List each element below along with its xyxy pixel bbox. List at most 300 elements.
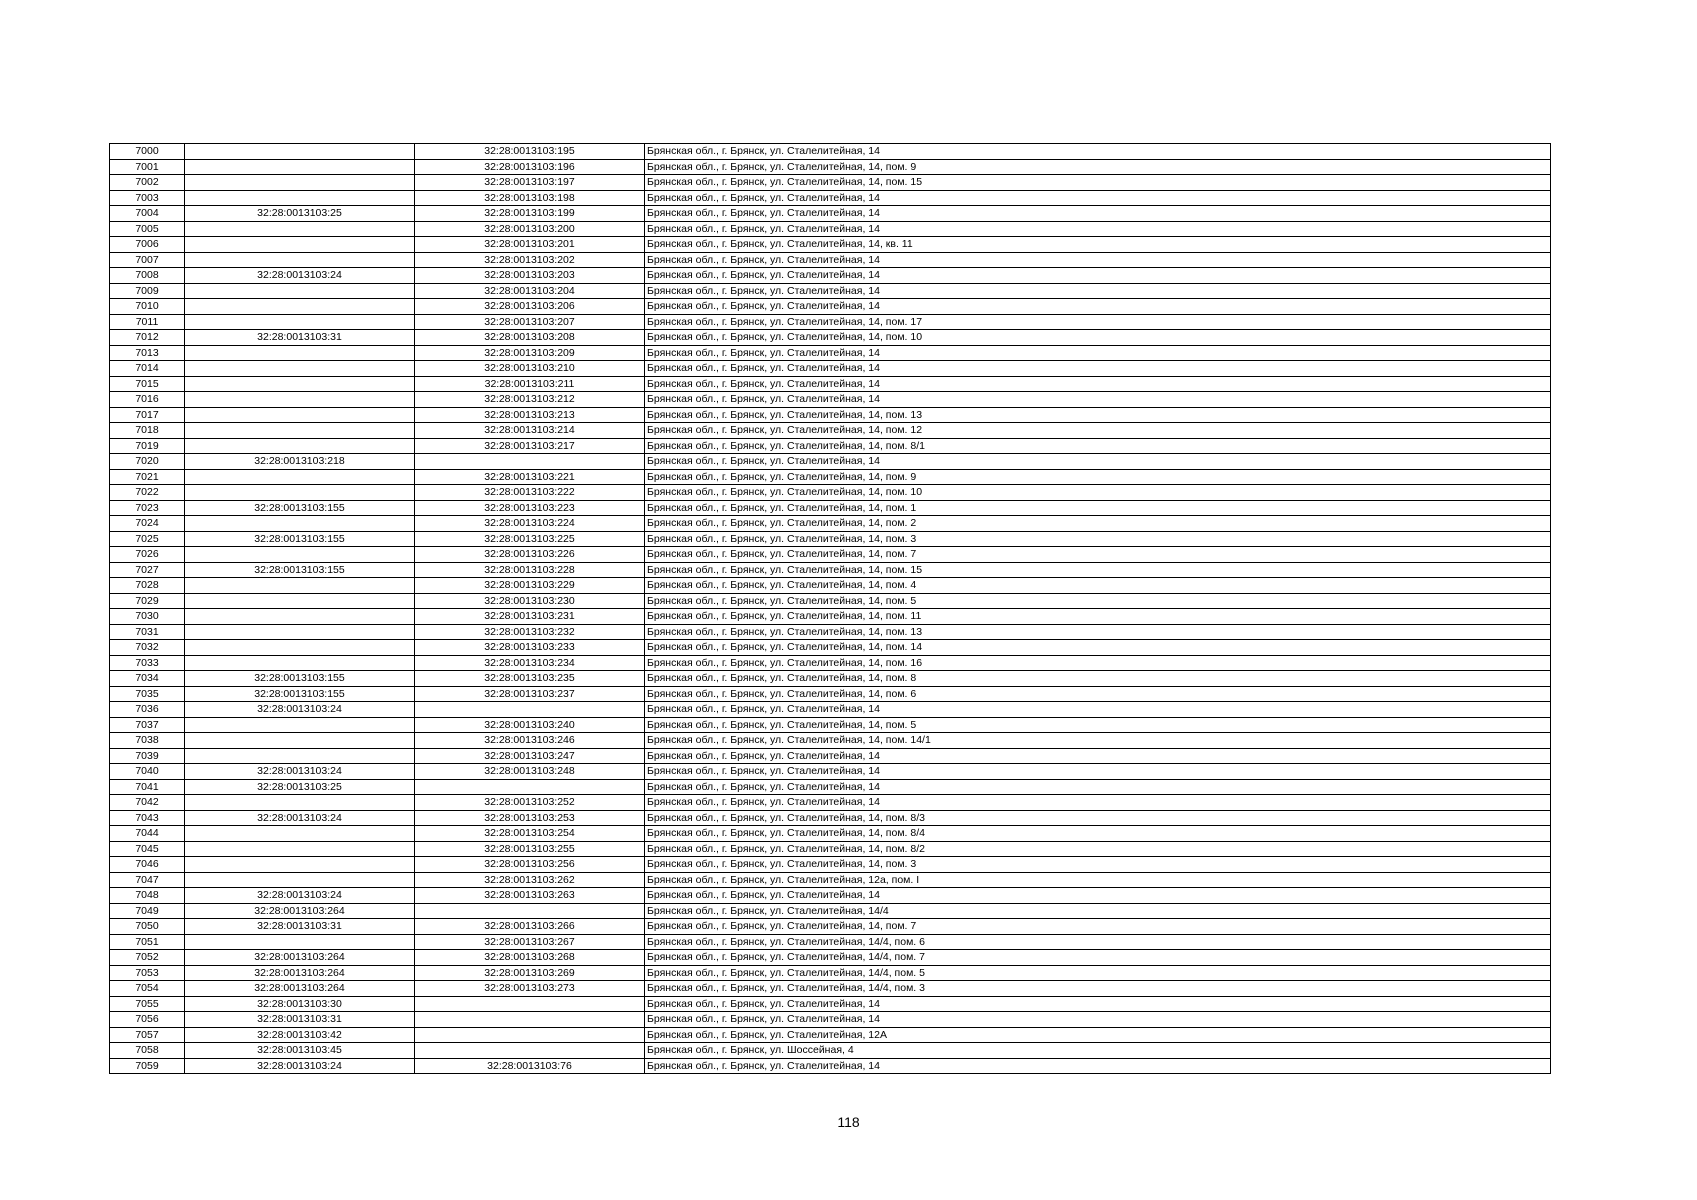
row-number-cell: 7042 xyxy=(110,795,185,811)
address-cell: Брянская обл., г. Брянск, ул. Сталелитейная, 14, пом. 12 xyxy=(645,423,1551,439)
parent-cadastral-number-cell xyxy=(185,237,415,253)
row-number-cell: 7016 xyxy=(110,392,185,408)
row-number-cell: 7031 xyxy=(110,624,185,640)
table-row xyxy=(110,485,1551,501)
address-cell: Брянская обл., г. Брянск, ул. Сталелитейная, 14, пом. 5 xyxy=(645,717,1551,733)
parent-cadastral-number-cell xyxy=(185,717,415,733)
parent-cadastral-number-cell: 32:28:0013103:264 xyxy=(185,965,415,981)
table-row xyxy=(110,888,1551,904)
registry-table xyxy=(109,143,1551,1074)
table-row xyxy=(110,144,1551,160)
address-cell: Брянская обл., г. Брянск, ул. Сталелитейная, 14, пом. 8 xyxy=(645,671,1551,687)
table-row xyxy=(110,779,1551,795)
parent-cadastral-number-cell xyxy=(185,655,415,671)
row-number-cell: 7053 xyxy=(110,965,185,981)
table-row xyxy=(110,361,1551,377)
cadastral-number-cell: 32:28:0013103:222 xyxy=(415,485,645,501)
address-cell: Брянская обл., г. Брянск, ул. Сталелитейная, 12А xyxy=(645,1027,1551,1043)
cadastral-number-cell: 32:28:0013103:209 xyxy=(415,345,645,361)
cadastral-number-cell: 32:28:0013103:208 xyxy=(415,330,645,346)
row-number-cell: 7004 xyxy=(110,206,185,222)
parent-cadastral-number-cell xyxy=(185,469,415,485)
cadastral-number-cell: 32:28:0013103:197 xyxy=(415,175,645,191)
address-cell: Брянская обл., г. Брянск, ул. Сталелитейная, 14, пом. 7 xyxy=(645,919,1551,935)
cadastral-number-cell: 32:28:0013103:214 xyxy=(415,423,645,439)
cadastral-number-cell: 32:28:0013103:233 xyxy=(415,640,645,656)
row-number-cell: 7002 xyxy=(110,175,185,191)
parent-cadastral-number-cell xyxy=(185,872,415,888)
parent-cadastral-number-cell xyxy=(185,299,415,315)
address-cell: Брянская обл., г. Брянск, ул. Сталелитейная, 14 xyxy=(645,190,1551,206)
row-number-cell: 7040 xyxy=(110,764,185,780)
row-number-cell: 7020 xyxy=(110,454,185,470)
address-cell: Брянская обл., г. Брянск, ул. Сталелитейная, 14/4, пом. 3 xyxy=(645,981,1551,997)
row-number-cell: 7039 xyxy=(110,748,185,764)
table-row xyxy=(110,996,1551,1012)
address-cell: Брянская обл., г. Брянск, ул. Сталелитейная, 14 xyxy=(645,1058,1551,1074)
parent-cadastral-number-cell xyxy=(185,361,415,377)
address-cell: Брянская обл., г. Брянск, ул. Сталелитейная, 14 xyxy=(645,779,1551,795)
parent-cadastral-number-cell xyxy=(185,826,415,842)
registry-table-body xyxy=(110,144,1551,1074)
cadastral-number-cell: 32:28:0013103:268 xyxy=(415,950,645,966)
parent-cadastral-number-cell: 32:28:0013103:218 xyxy=(185,454,415,470)
parent-cadastral-number-cell: 32:28:0013103:45 xyxy=(185,1043,415,1059)
parent-cadastral-number-cell: 32:28:0013103:24 xyxy=(185,810,415,826)
address-cell: Брянская обл., г. Брянск, ул. Сталелитейная, 14, пом. 8/4 xyxy=(645,826,1551,842)
parent-cadastral-number-cell: 32:28:0013103:155 xyxy=(185,671,415,687)
cadastral-number-cell: 32:28:0013103:200 xyxy=(415,221,645,237)
cadastral-number-cell: 32:28:0013103:254 xyxy=(415,826,645,842)
parent-cadastral-number-cell xyxy=(185,175,415,191)
cadastral-number-cell xyxy=(415,1027,645,1043)
parent-cadastral-number-cell: 32:28:0013103:155 xyxy=(185,500,415,516)
table-row xyxy=(110,221,1551,237)
cadastral-number-cell xyxy=(415,702,645,718)
row-number-cell: 7014 xyxy=(110,361,185,377)
parent-cadastral-number-cell xyxy=(185,485,415,501)
row-number-cell: 7059 xyxy=(110,1058,185,1074)
row-number-cell: 7029 xyxy=(110,593,185,609)
row-number-cell: 7035 xyxy=(110,686,185,702)
table-row xyxy=(110,299,1551,315)
address-cell: Брянская обл., г. Брянск, ул. Сталелитейная, 14, пом. 5 xyxy=(645,593,1551,609)
cadastral-number-cell xyxy=(415,903,645,919)
table-row xyxy=(110,733,1551,749)
table-row xyxy=(110,1043,1551,1059)
parent-cadastral-number-cell xyxy=(185,190,415,206)
table-row xyxy=(110,531,1551,547)
address-cell: Брянская обл., г. Брянск, ул. Сталелитейная, 14 xyxy=(645,361,1551,377)
address-cell: Брянская обл., г. Брянск, ул. Сталелитейная, 14 xyxy=(645,268,1551,284)
cadastral-number-cell: 32:28:0013103:256 xyxy=(415,857,645,873)
cadastral-number-cell: 32:28:0013103:240 xyxy=(415,717,645,733)
table-row xyxy=(110,423,1551,439)
row-number-cell: 7030 xyxy=(110,609,185,625)
parent-cadastral-number-cell: 32:28:0013103:24 xyxy=(185,268,415,284)
cadastral-number-cell: 32:28:0013103:229 xyxy=(415,578,645,594)
table-row xyxy=(110,438,1551,454)
row-number-cell: 7044 xyxy=(110,826,185,842)
row-number-cell: 7055 xyxy=(110,996,185,1012)
table-row xyxy=(110,934,1551,950)
parent-cadastral-number-cell xyxy=(185,407,415,423)
table-row xyxy=(110,252,1551,268)
address-cell: Брянская обл., г. Брянск, ул. Сталелитейная, 14 xyxy=(645,795,1551,811)
table-row xyxy=(110,1058,1551,1074)
parent-cadastral-number-cell xyxy=(185,376,415,392)
address-cell: Брянская обл., г. Брянск, ул. Сталелитейная, 14 xyxy=(645,1012,1551,1028)
cadastral-number-cell: 32:28:0013103:224 xyxy=(415,516,645,532)
cadastral-number-cell: 32:28:0013103:196 xyxy=(415,159,645,175)
cadastral-number-cell xyxy=(415,454,645,470)
address-cell: Брянская обл., г. Брянск, ул. Сталелитейная, 14, пом. 15 xyxy=(645,175,1551,191)
table-row xyxy=(110,330,1551,346)
row-number-cell: 7017 xyxy=(110,407,185,423)
parent-cadastral-number-cell: 32:28:0013103:42 xyxy=(185,1027,415,1043)
table-row xyxy=(110,624,1551,640)
table-row xyxy=(110,469,1551,485)
table-row xyxy=(110,826,1551,842)
table-row xyxy=(110,686,1551,702)
address-cell: Брянская обл., г. Брянск, ул. Сталелитейная, 14 xyxy=(645,283,1551,299)
address-cell: Брянская обл., г. Брянск, ул. Сталелитейная, 14, пом. 14/1 xyxy=(645,733,1551,749)
cadastral-number-cell: 32:28:0013103:223 xyxy=(415,500,645,516)
cadastral-number-cell: 32:28:0013103:198 xyxy=(415,190,645,206)
row-number-cell: 7034 xyxy=(110,671,185,687)
table-row xyxy=(110,655,1551,671)
cadastral-number-cell: 32:28:0013103:206 xyxy=(415,299,645,315)
row-number-cell: 7028 xyxy=(110,578,185,594)
cadastral-number-cell: 32:28:0013103:226 xyxy=(415,547,645,563)
cadastral-number-cell: 32:28:0013103:235 xyxy=(415,671,645,687)
table-row xyxy=(110,903,1551,919)
table-row xyxy=(110,547,1551,563)
address-cell: Брянская обл., г. Брянск, ул. Сталелитейная, 14, пом. 3 xyxy=(645,857,1551,873)
address-cell: Брянская обл., г. Брянск, ул. Сталелитейная, 14, пом. 11 xyxy=(645,609,1551,625)
row-number-cell: 7000 xyxy=(110,144,185,160)
table-row xyxy=(110,841,1551,857)
parent-cadastral-number-cell xyxy=(185,345,415,361)
parent-cadastral-number-cell: 32:28:0013103:31 xyxy=(185,919,415,935)
parent-cadastral-number-cell xyxy=(185,841,415,857)
table-row xyxy=(110,593,1551,609)
parent-cadastral-number-cell: 32:28:0013103:31 xyxy=(185,1012,415,1028)
address-cell: Брянская обл., г. Брянск, ул. Сталелитейная, 14, пом. 7 xyxy=(645,547,1551,563)
table-row xyxy=(110,795,1551,811)
cadastral-number-cell: 32:28:0013103:266 xyxy=(415,919,645,935)
cadastral-number-cell xyxy=(415,779,645,795)
table-row xyxy=(110,702,1551,718)
address-cell: Брянская обл., г. Брянск, ул. Сталелитейная, 14, пом. 13 xyxy=(645,407,1551,423)
address-cell: Брянская обл., г. Брянск, ул. Сталелитейная, 14, пом. 4 xyxy=(645,578,1551,594)
row-number-cell: 7021 xyxy=(110,469,185,485)
cadastral-number-cell: 32:28:0013103:202 xyxy=(415,252,645,268)
table-row xyxy=(110,454,1551,470)
table-row xyxy=(110,314,1551,330)
cadastral-number-cell: 32:28:0013103:204 xyxy=(415,283,645,299)
cadastral-number-cell: 32:28:0013103:230 xyxy=(415,593,645,609)
address-cell: Брянская обл., г. Брянск, ул. Сталелитейная, 14 xyxy=(645,996,1551,1012)
parent-cadastral-number-cell xyxy=(185,144,415,160)
parent-cadastral-number-cell xyxy=(185,221,415,237)
address-cell: Брянская обл., г. Брянск, ул. Сталелитейная, 14/4, пом. 5 xyxy=(645,965,1551,981)
row-number-cell: 7033 xyxy=(110,655,185,671)
parent-cadastral-number-cell: 32:28:0013103:25 xyxy=(185,779,415,795)
cadastral-number-cell: 32:28:0013103:252 xyxy=(415,795,645,811)
row-number-cell: 7019 xyxy=(110,438,185,454)
address-cell: Брянская обл., г. Брянск, ул. Сталелитейная, 14/4 xyxy=(645,903,1551,919)
cadastral-number-cell: 32:28:0013103:262 xyxy=(415,872,645,888)
row-number-cell: 7046 xyxy=(110,857,185,873)
table-row xyxy=(110,717,1551,733)
row-number-cell: 7026 xyxy=(110,547,185,563)
row-number-cell: 7027 xyxy=(110,562,185,578)
row-number-cell: 7003 xyxy=(110,190,185,206)
parent-cadastral-number-cell: 32:28:0013103:155 xyxy=(185,686,415,702)
row-number-cell: 7048 xyxy=(110,888,185,904)
row-number-cell: 7009 xyxy=(110,283,185,299)
address-cell: Брянская обл., г. Брянск, ул. Сталелитейная, 14, пом. 16 xyxy=(645,655,1551,671)
row-number-cell: 7018 xyxy=(110,423,185,439)
address-cell: Брянская обл., г. Брянск, ул. Сталелитейная, 14 xyxy=(645,888,1551,904)
table-row xyxy=(110,857,1551,873)
parent-cadastral-number-cell xyxy=(185,640,415,656)
row-number-cell: 7051 xyxy=(110,934,185,950)
parent-cadastral-number-cell xyxy=(185,578,415,594)
parent-cadastral-number-cell xyxy=(185,283,415,299)
cadastral-number-cell: 32:28:0013103:221 xyxy=(415,469,645,485)
cadastral-number-cell xyxy=(415,1012,645,1028)
parent-cadastral-number-cell: 32:28:0013103:264 xyxy=(185,950,415,966)
cadastral-number-cell: 32:28:0013103:273 xyxy=(415,981,645,997)
row-number-cell: 7015 xyxy=(110,376,185,392)
cadastral-number-cell: 32:28:0013103:203 xyxy=(415,268,645,284)
row-number-cell: 7058 xyxy=(110,1043,185,1059)
row-number-cell: 7005 xyxy=(110,221,185,237)
row-number-cell: 7008 xyxy=(110,268,185,284)
cadastral-number-cell: 32:28:0013103:267 xyxy=(415,934,645,950)
cadastral-number-cell: 32:28:0013103:269 xyxy=(415,965,645,981)
table-row xyxy=(110,764,1551,780)
cadastral-number-cell: 32:28:0013103:253 xyxy=(415,810,645,826)
row-number-cell: 7036 xyxy=(110,702,185,718)
parent-cadastral-number-cell: 32:28:0013103:264 xyxy=(185,981,415,997)
address-cell: Брянская обл., г. Брянск, ул. Сталелитейная, 14, пом. 1 xyxy=(645,500,1551,516)
table-row xyxy=(110,640,1551,656)
address-cell: Брянская обл., г. Брянск, ул. Сталелитейная, 14 xyxy=(645,748,1551,764)
row-number-cell: 7038 xyxy=(110,733,185,749)
cadastral-number-cell: 32:28:0013103:231 xyxy=(415,609,645,625)
address-cell: Брянская обл., г. Брянск, ул. Сталелитейная, 14/4, пом. 6 xyxy=(645,934,1551,950)
row-number-cell: 7052 xyxy=(110,950,185,966)
parent-cadastral-number-cell xyxy=(185,423,415,439)
cadastral-number-cell: 32:28:0013103:225 xyxy=(415,531,645,547)
address-cell: Брянская обл., г. Брянск, ул. Сталелитейная, 14 xyxy=(645,345,1551,361)
cadastral-number-cell: 32:28:0013103:234 xyxy=(415,655,645,671)
row-number-cell: 7007 xyxy=(110,252,185,268)
parent-cadastral-number-cell xyxy=(185,159,415,175)
parent-cadastral-number-cell: 32:28:0013103:30 xyxy=(185,996,415,1012)
table-row xyxy=(110,562,1551,578)
cadastral-number-cell: 32:28:0013103:217 xyxy=(415,438,645,454)
address-cell: Брянская обл., г. Брянск, ул. Сталелитейная, 14 xyxy=(645,376,1551,392)
row-number-cell: 7054 xyxy=(110,981,185,997)
address-cell: Брянская обл., г. Брянск, ул. Сталелитейная, 14 xyxy=(645,206,1551,222)
cadastral-number-cell: 32:28:0013103:246 xyxy=(415,733,645,749)
address-cell: Брянская обл., г. Брянск, ул. Сталелитейная, 14 xyxy=(645,454,1551,470)
cadastral-number-cell: 32:28:0013103:211 xyxy=(415,376,645,392)
address-cell: Брянская обл., г. Брянск, ул. Сталелитейная, 14 xyxy=(645,252,1551,268)
parent-cadastral-number-cell: 32:28:0013103:24 xyxy=(185,702,415,718)
parent-cadastral-number-cell xyxy=(185,748,415,764)
parent-cadastral-number-cell: 32:28:0013103:24 xyxy=(185,764,415,780)
address-cell: Брянская обл., г. Брянск, ул. Сталелитейная, 14 xyxy=(645,764,1551,780)
parent-cadastral-number-cell xyxy=(185,857,415,873)
cadastral-number-cell: 32:28:0013103:213 xyxy=(415,407,645,423)
cadastral-number-cell: 32:28:0013103:232 xyxy=(415,624,645,640)
parent-cadastral-number-cell: 32:28:0013103:24 xyxy=(185,888,415,904)
cadastral-number-cell xyxy=(415,996,645,1012)
table-row xyxy=(110,283,1551,299)
cadastral-number-cell: 32:28:0013103:255 xyxy=(415,841,645,857)
row-number-cell: 7023 xyxy=(110,500,185,516)
row-number-cell: 7049 xyxy=(110,903,185,919)
address-cell: Брянская обл., г. Брянск, ул. Сталелитейная, 12а, пом. I xyxy=(645,872,1551,888)
table-row xyxy=(110,345,1551,361)
parent-cadastral-number-cell xyxy=(185,609,415,625)
address-cell: Брянская обл., г. Брянск, ул. Сталелитейная, 14, пом. 3 xyxy=(645,531,1551,547)
cadastral-number-cell: 32:28:0013103:248 xyxy=(415,764,645,780)
table-row xyxy=(110,175,1551,191)
row-number-cell: 7057 xyxy=(110,1027,185,1043)
row-number-cell: 7043 xyxy=(110,810,185,826)
row-number-cell: 7032 xyxy=(110,640,185,656)
cadastral-number-cell: 32:28:0013103:237 xyxy=(415,686,645,702)
table-row xyxy=(110,1012,1551,1028)
address-cell: Брянская обл., г. Брянск, ул. Сталелитейная, 14 xyxy=(645,702,1551,718)
address-cell: Брянская обл., г. Брянск, ул. Сталелитейная, 14 xyxy=(645,299,1551,315)
address-cell: Брянская обл., г. Брянск, ул. Сталелитейная, 14, пом. 9 xyxy=(645,159,1551,175)
table-row xyxy=(110,578,1551,594)
cadastral-number-cell: 32:28:0013103:228 xyxy=(415,562,645,578)
row-number-cell: 7001 xyxy=(110,159,185,175)
parent-cadastral-number-cell xyxy=(185,624,415,640)
row-number-cell: 7045 xyxy=(110,841,185,857)
table-row xyxy=(110,748,1551,764)
parent-cadastral-number-cell: 32:28:0013103:31 xyxy=(185,330,415,346)
row-number-cell: 7041 xyxy=(110,779,185,795)
cadastral-number-cell: 32:28:0013103:263 xyxy=(415,888,645,904)
table-row xyxy=(110,671,1551,687)
parent-cadastral-number-cell xyxy=(185,314,415,330)
row-number-cell: 7012 xyxy=(110,330,185,346)
address-cell: Брянская обл., г. Брянск, ул. Сталелитейная, 14, пом. 10 xyxy=(645,330,1551,346)
cadastral-number-cell: 32:28:0013103:210 xyxy=(415,361,645,377)
address-cell: Брянская обл., г. Брянск, ул. Сталелитейная, 14, пом. 15 xyxy=(645,562,1551,578)
table-row xyxy=(110,206,1551,222)
table-row xyxy=(110,919,1551,935)
address-cell: Брянская обл., г. Брянск, ул. Сталелитейная, 14 xyxy=(645,144,1551,160)
address-cell: Брянская обл., г. Брянск, ул. Сталелитейная, 14, пом. 14 xyxy=(645,640,1551,656)
parent-cadastral-number-cell xyxy=(185,547,415,563)
table-row xyxy=(110,981,1551,997)
row-number-cell: 7013 xyxy=(110,345,185,361)
address-cell: Брянская обл., г. Брянск, ул. Сталелитейная, 14, кв. 11 xyxy=(645,237,1551,253)
address-cell: Брянская обл., г. Брянск, ул. Сталелитейная, 14, пом. 10 xyxy=(645,485,1551,501)
row-number-cell: 7050 xyxy=(110,919,185,935)
address-cell: Брянская обл., г. Брянск, ул. Шоссейная, 4 xyxy=(645,1043,1551,1059)
address-cell: Брянская обл., г. Брянск, ул. Сталелитейная, 14, пом. 8/3 xyxy=(645,810,1551,826)
cadastral-number-cell: 32:28:0013103:212 xyxy=(415,392,645,408)
address-cell: Брянская обл., г. Брянск, ул. Сталелитейная, 14/4, пом. 7 xyxy=(645,950,1551,966)
parent-cadastral-number-cell xyxy=(185,934,415,950)
row-number-cell: 7024 xyxy=(110,516,185,532)
table-row xyxy=(110,407,1551,423)
row-number-cell: 7025 xyxy=(110,531,185,547)
address-cell: Брянская обл., г. Брянск, ул. Сталелитейная, 14, пом. 2 xyxy=(645,516,1551,532)
parent-cadastral-number-cell xyxy=(185,516,415,532)
row-number-cell: 7047 xyxy=(110,872,185,888)
parent-cadastral-number-cell xyxy=(185,733,415,749)
parent-cadastral-number-cell xyxy=(185,252,415,268)
parent-cadastral-number-cell: 32:28:0013103:264 xyxy=(185,903,415,919)
cadastral-number-cell xyxy=(415,1043,645,1059)
table-row xyxy=(110,392,1551,408)
table-row xyxy=(110,190,1551,206)
address-cell: Брянская обл., г. Брянск, ул. Сталелитейная, 14, пом. 17 xyxy=(645,314,1551,330)
table-row xyxy=(110,500,1551,516)
table-row xyxy=(110,376,1551,392)
parent-cadastral-number-cell xyxy=(185,593,415,609)
cadastral-number-cell: 32:28:0013103:201 xyxy=(415,237,645,253)
parent-cadastral-number-cell xyxy=(185,438,415,454)
row-number-cell: 7022 xyxy=(110,485,185,501)
parent-cadastral-number-cell xyxy=(185,795,415,811)
table-row xyxy=(110,965,1551,981)
address-cell: Брянская обл., г. Брянск, ул. Сталелитейная, 14, пом. 8/1 xyxy=(645,438,1551,454)
row-number-cell: 7006 xyxy=(110,237,185,253)
table-row xyxy=(110,268,1551,284)
address-cell: Брянская обл., г. Брянск, ул. Сталелитейная, 14 xyxy=(645,221,1551,237)
address-cell: Брянская обл., г. Брянск, ул. Сталелитейная, 14, пом. 9 xyxy=(645,469,1551,485)
cadastral-number-cell: 32:28:0013103:199 xyxy=(415,206,645,222)
row-number-cell: 7056 xyxy=(110,1012,185,1028)
table-row xyxy=(110,159,1551,175)
table-row xyxy=(110,516,1551,532)
table-row xyxy=(110,1027,1551,1043)
parent-cadastral-number-cell: 32:28:0013103:24 xyxy=(185,1058,415,1074)
table-row xyxy=(110,609,1551,625)
table-row xyxy=(110,872,1551,888)
cadastral-number-cell: 32:28:0013103:195 xyxy=(415,144,645,160)
table-row xyxy=(110,810,1551,826)
parent-cadastral-number-cell xyxy=(185,392,415,408)
page-number: 118 xyxy=(837,1114,860,1130)
cadastral-number-cell: 32:28:0013103:247 xyxy=(415,748,645,764)
row-number-cell: 7010 xyxy=(110,299,185,315)
table-row xyxy=(110,237,1551,253)
row-number-cell: 7011 xyxy=(110,314,185,330)
parent-cadastral-number-cell: 32:28:0013103:155 xyxy=(185,562,415,578)
parent-cadastral-number-cell: 32:28:0013103:25 xyxy=(185,206,415,222)
table-row xyxy=(110,950,1551,966)
cadastral-number-cell: 32:28:0013103:207 xyxy=(415,314,645,330)
row-number-cell: 7037 xyxy=(110,717,185,733)
cadastral-number-cell: 32:28:0013103:76 xyxy=(415,1058,645,1074)
parent-cadastral-number-cell: 32:28:0013103:155 xyxy=(185,531,415,547)
address-cell: Брянская обл., г. Брянск, ул. Сталелитейная, 14, пом. 13 xyxy=(645,624,1551,640)
